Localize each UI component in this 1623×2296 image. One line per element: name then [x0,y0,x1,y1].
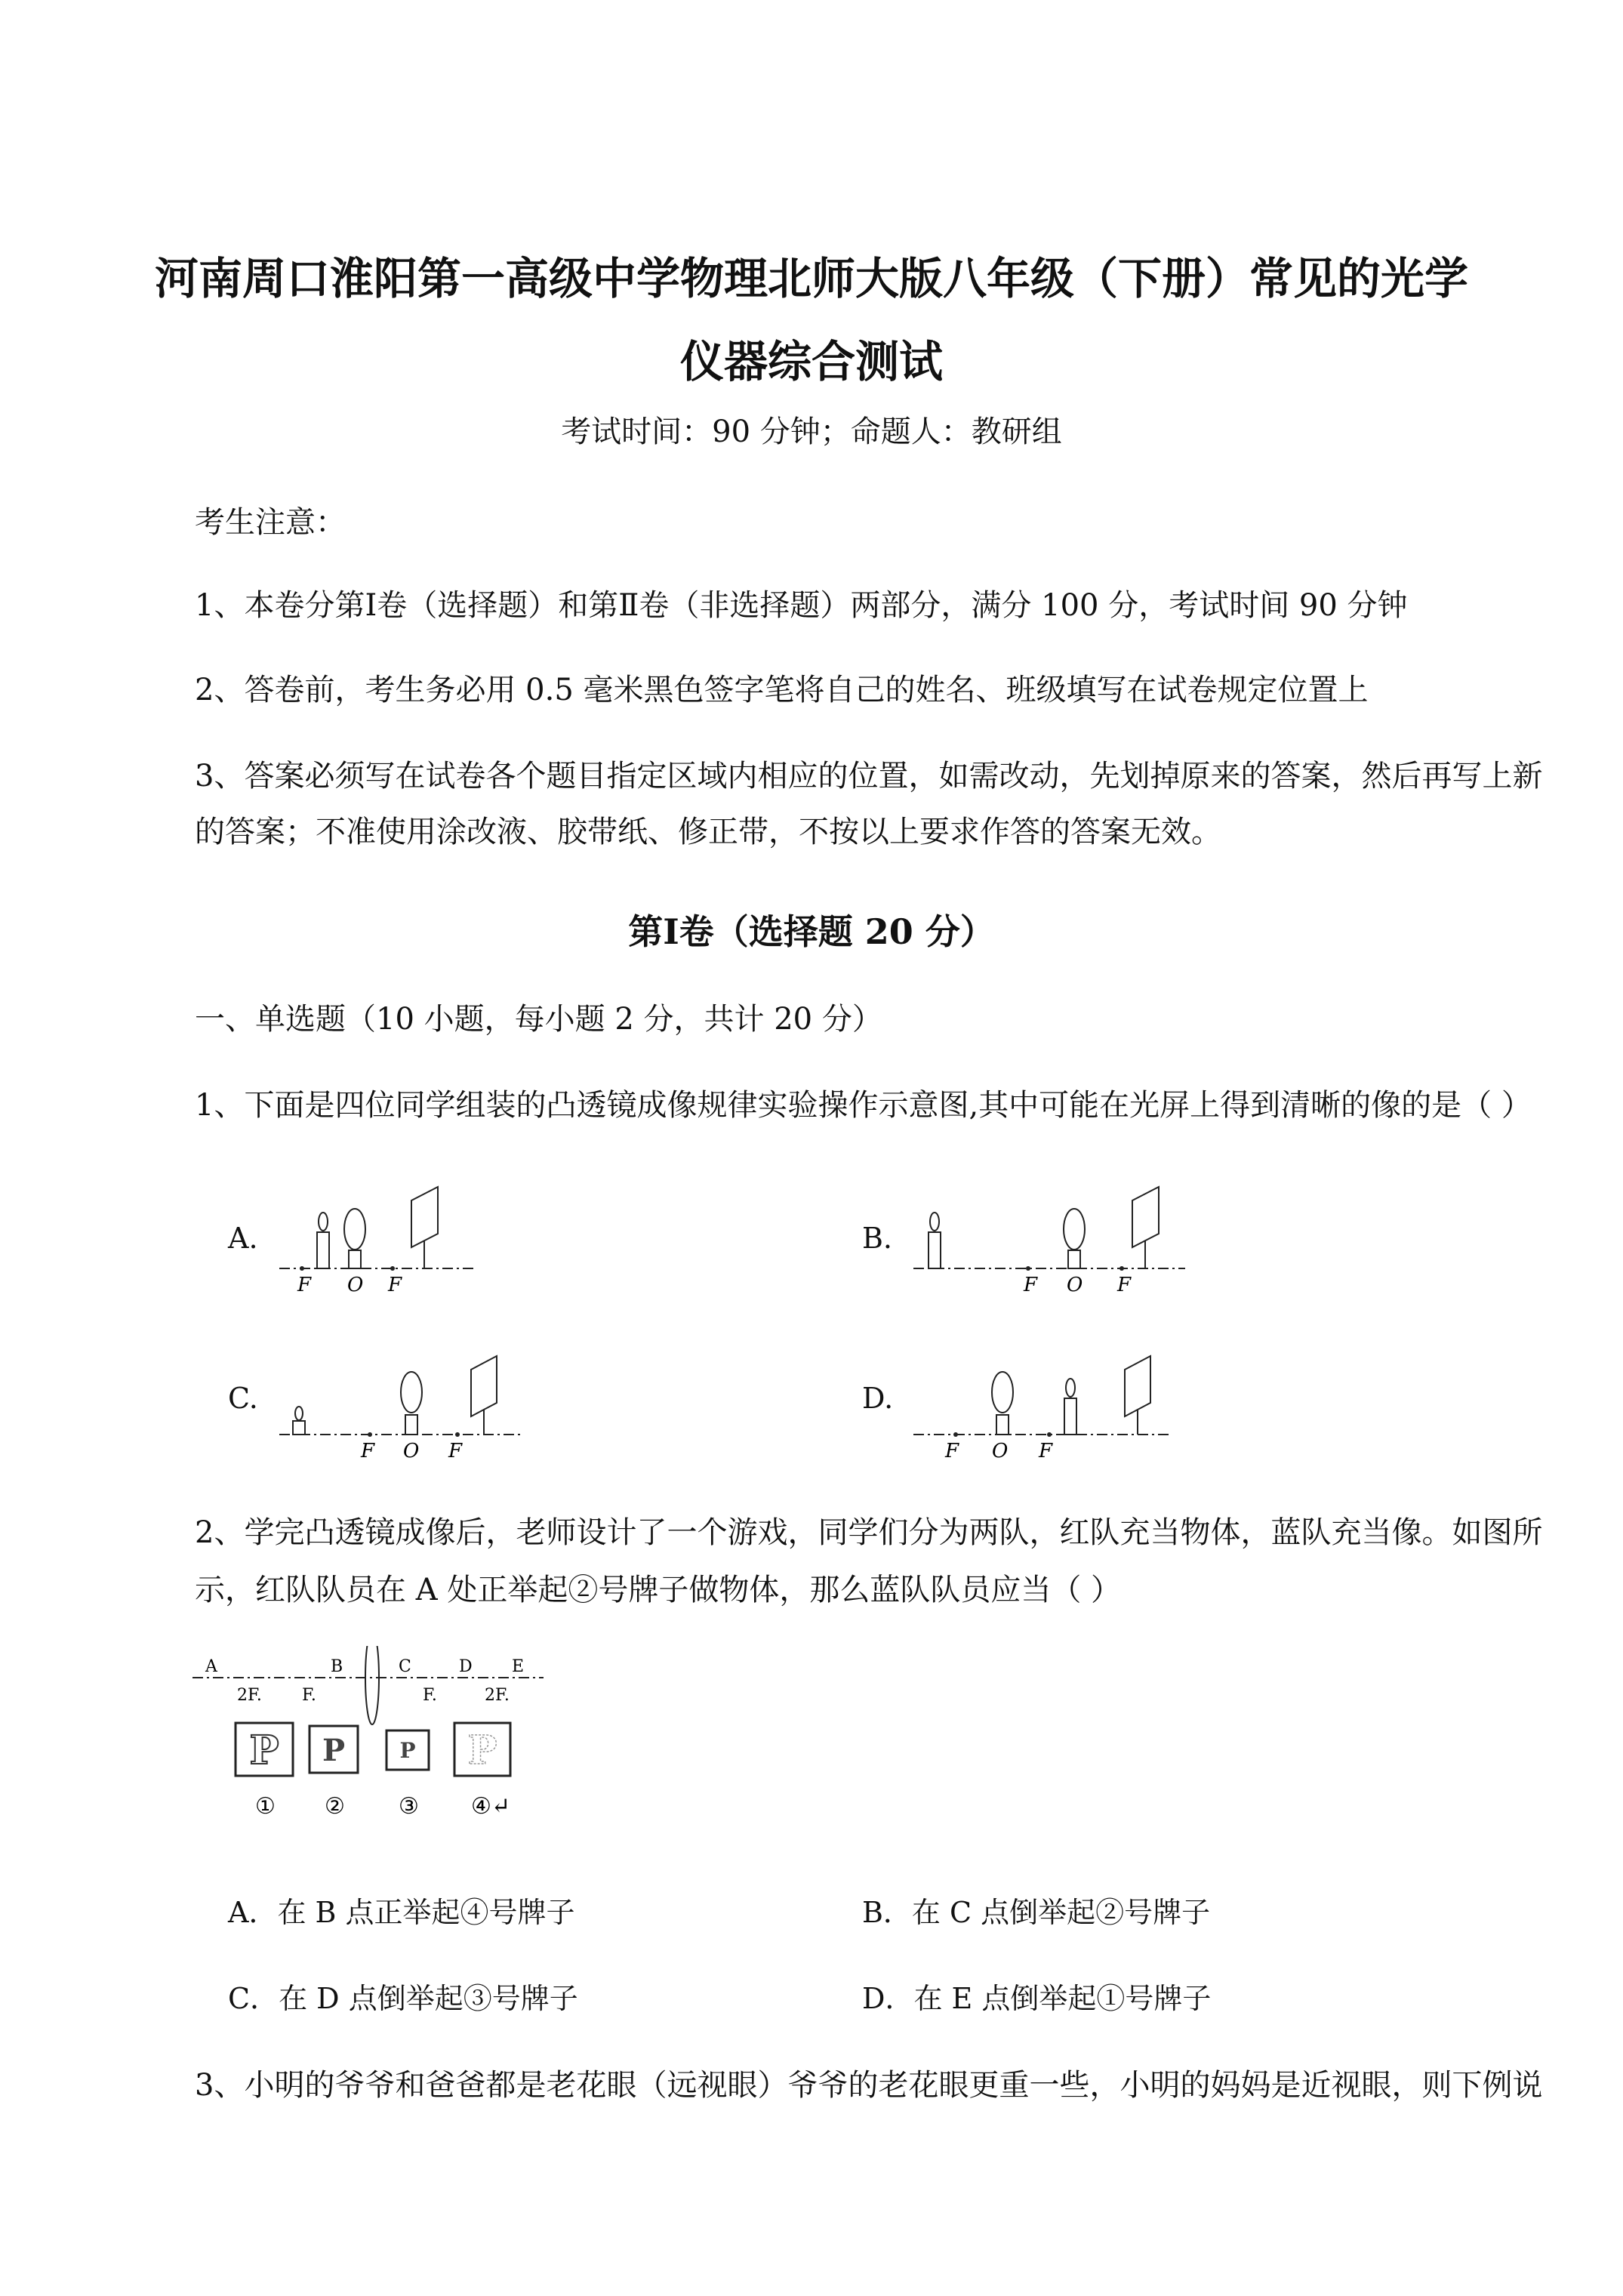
label-f: F [388,1274,402,1296]
page-title-line2: 仪器综合测试 [679,336,943,387]
label-f: F [448,1440,463,1462]
q1-figure-a [272,1178,483,1306]
label-f: F [1039,1440,1053,1462]
card-3-letter: P [399,1738,416,1763]
mark-2f-left: 2F. [237,1686,262,1705]
mark-f-right: F. [423,1686,437,1705]
q2-figure [189,1646,551,1842]
label-f: F [1117,1274,1132,1296]
notice-item-3-line1: 3、答案必须写在试卷各个题目指定区域内相应的位置，如需改动，先划掉原来的答案，然后再写上新 [195,759,1543,794]
label-o: O [992,1440,1009,1462]
question-2-stem-line2: 示，红队队员在 A 处正举起②号牌子做物体，那么蓝队队员应当（ ） [195,1573,1122,1607]
point-a: A [205,1657,217,1676]
q1-option-b-label: B. [862,1222,893,1255]
question-1-stem: 1、下面是四位同学组装的凸透镜成像规律实验操作示意图,其中可能在光屏上得到清晰的像的是（ ） [195,1088,1532,1123]
label-o: O [403,1440,420,1462]
card-1-letter: P [249,1727,279,1774]
notice-item-1: 1、本卷分第Ⅰ卷（选择题）和第Ⅱ卷（非选择题）两部分，满分 100 分，考试时间 90 分钟 [195,588,1408,623]
q2-option-d: D．在 E 点倒举起①号牌子 [862,1982,1212,2015]
section-title: 第Ⅰ卷（选择题 20 分） [628,911,995,952]
card-3 [387,1730,429,1770]
q2-option-b: B．在 C 点倒举起②号牌子 [862,1896,1211,1929]
q1-option-c-label: C. [228,1382,258,1415]
label-o: O [1067,1274,1083,1296]
q1-figure-c [272,1336,528,1465]
point-c: C [399,1657,411,1676]
card-number-1: ① [255,1793,276,1820]
mark-f-left: F. [302,1686,316,1705]
card-1 [236,1723,293,1776]
card-number-2: ② [325,1793,345,1820]
mark-2f-right: 2F. [485,1686,510,1705]
q1-option-d-label: D. [862,1382,894,1415]
point-b: B [331,1657,343,1676]
q1-figure-d [906,1336,1178,1465]
point-d: D [459,1657,473,1676]
label-f: F [945,1440,959,1462]
label-f: F [1024,1274,1038,1296]
q2-option-c: C．在 D 点倒举起③号牌子 [228,1982,578,2015]
exam-meta: 考试时间：90 分钟；命题人：教研组 [561,415,1062,449]
card-4 [454,1723,510,1776]
card-2-letter: P [322,1733,346,1768]
card-number-3: ③ [399,1793,419,1820]
q2-option-a: A．在 B 点正举起④号牌子 [228,1896,575,1929]
notice-heading: 考生注意： [195,505,346,540]
label-f: F [361,1440,375,1462]
card-number-4: ④↵ [471,1793,511,1820]
card-2 [310,1726,358,1773]
notice-item-3-line2: 的答案；不准使用涂改液、胶带纸、修正带，不按以上要求作答的答案无效。 [195,815,1221,849]
q1-option-a-label: A. [228,1222,258,1255]
question-3-stem-line1: 3、小明的爷爷和爸爸都是老花眼（远视眼）爷爷的老花眼更重一些，小明的妈妈是近视眼，则下例说 [195,2068,1543,2103]
label-f: F [297,1274,312,1296]
label-o: O [347,1274,364,1296]
part-heading: 一、单选题（10 小题，每小题 2 分，共计 20 分） [195,1002,882,1037]
notice-item-2: 2、答卷前，考生务必用 0.5 毫米黑色签字笔将自己的姓名、班级填写在试卷规定位置上 [195,673,1369,707]
q1-figure-b [906,1178,1193,1306]
question-2-stem-line1: 2、学完凸透镜成像后，老师设计了一个游戏，同学们分为两队，红队充当物体，蓝队充当像。如图所 [195,1515,1543,1550]
page-title-line1: 河南周口淮阳第一高级中学物理北师大版八年级（下册）常见的光学 [154,253,1468,304]
card-4-letter: P [467,1727,497,1774]
point-e: E [512,1657,525,1676]
